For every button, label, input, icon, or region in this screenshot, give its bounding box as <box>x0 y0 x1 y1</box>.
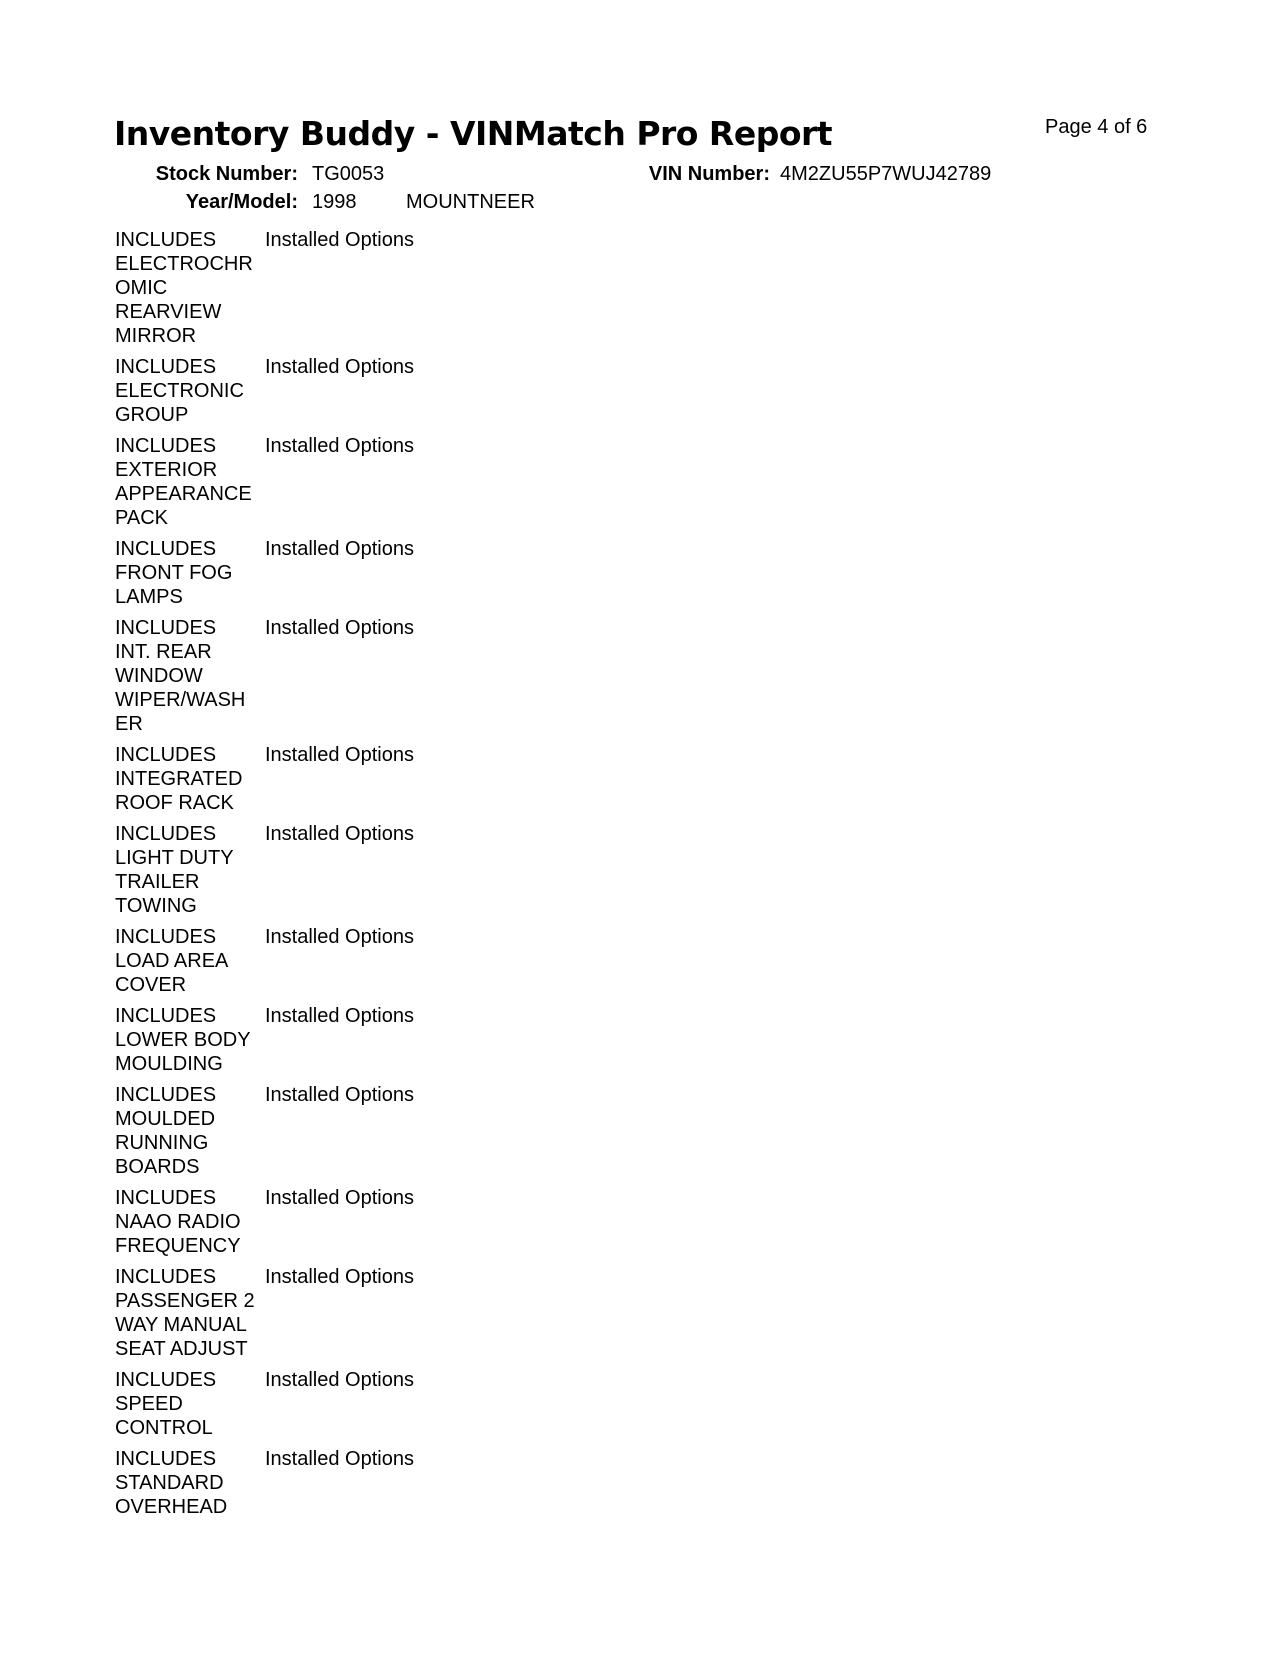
option-category: Installed Options <box>265 1448 414 1470</box>
option-row <box>115 228 615 348</box>
option-category: Installed Options <box>265 1005 414 1027</box>
option-name <box>115 1004 265 1076</box>
installed-options-list <box>115 228 615 1519</box>
option-row <box>115 616 615 736</box>
option-name-line: INCLUDES <box>115 435 217 457</box>
option-category: Installed Options <box>265 1084 414 1106</box>
option-category: Installed Options <box>265 1187 414 1209</box>
option-category: Installed Options <box>265 1266 414 1288</box>
option-name <box>115 925 265 997</box>
option-row <box>115 537 615 609</box>
model-value: MOUNTNEER <box>406 191 535 213</box>
option-spacer <box>115 1361 615 1368</box>
option-spacer <box>115 1440 615 1447</box>
option-name <box>115 822 265 918</box>
option-spacer <box>115 530 615 537</box>
option-name-line: INCLUDES <box>115 1005 217 1027</box>
option-name-line: INCLUDES <box>115 617 217 639</box>
option-name-line: WINDOW <box>115 665 203 687</box>
stock-number-value: TG0053 <box>312 163 385 185</box>
option-name-line: TOWING <box>115 895 197 917</box>
option-name-line: SPEED <box>115 1393 183 1415</box>
option-category: Installed Options <box>265 356 414 378</box>
option-name-line: OVERHEAD <box>115 1496 228 1518</box>
option-name-line: BOARDS <box>115 1156 200 1178</box>
option-spacer <box>115 1258 615 1265</box>
year-value: 1998 <box>312 191 357 213</box>
option-name-line: ELECTROCHR <box>115 253 253 275</box>
option-name-line: INCLUDES <box>115 538 217 560</box>
option-name <box>115 1368 265 1440</box>
option-name-line: MIRROR <box>115 325 197 347</box>
option-category: Installed Options <box>265 926 414 948</box>
option-name-line: LOAD AREA <box>115 950 229 972</box>
option-category: Installed Options <box>265 1369 414 1391</box>
option-name <box>115 743 265 815</box>
option-category: Installed Options <box>265 617 414 639</box>
option-name-line: INCLUDES <box>115 1187 217 1209</box>
option-name-line: MOULDED <box>115 1108 216 1130</box>
option-name-line: GROUP <box>115 404 189 426</box>
option-name-line: STANDARD <box>115 1472 224 1494</box>
option-name-line: INT. REAR <box>115 641 212 663</box>
option-row <box>115 1004 615 1076</box>
option-name-line: WAY MANUAL <box>115 1314 247 1336</box>
option-row <box>115 1186 615 1258</box>
option-name-line: LAMPS <box>115 586 183 608</box>
page-number: Page 4 of 6 <box>1045 116 1148 138</box>
option-name-line: COVER <box>115 974 187 996</box>
option-name-line: ROOF RACK <box>115 792 234 814</box>
option-row <box>115 1447 615 1519</box>
option-name-line: LOWER BODY <box>115 1029 251 1051</box>
option-name-line: INCLUDES <box>115 744 217 766</box>
option-row <box>115 925 615 997</box>
option-name <box>115 1447 265 1519</box>
option-category: Installed Options <box>265 744 414 766</box>
year-model-label: Year/Model: <box>185 191 298 213</box>
option-spacer <box>115 1076 615 1083</box>
option-spacer <box>115 609 615 616</box>
option-spacer <box>115 427 615 434</box>
option-spacer <box>115 348 615 355</box>
option-name <box>115 616 265 736</box>
option-name-line: RUNNING <box>115 1132 209 1154</box>
option-name <box>115 537 265 609</box>
option-row <box>115 355 615 427</box>
option-name <box>115 1186 265 1258</box>
option-name-line: ER <box>115 713 143 735</box>
option-name-line: PASSENGER 2 <box>115 1290 255 1312</box>
option-category: Installed Options <box>265 435 414 457</box>
option-row <box>115 1368 615 1440</box>
option-spacer <box>115 1179 615 1186</box>
option-spacer <box>115 997 615 1004</box>
vin-number-label: VIN Number: <box>648 163 770 185</box>
option-name <box>115 355 265 427</box>
option-name-line: INCLUDES <box>115 1084 217 1106</box>
option-name-line: INTEGRATED <box>115 768 243 790</box>
option-name-line: FRONT FOG <box>115 562 233 584</box>
option-row <box>115 1265 615 1361</box>
option-row <box>115 743 615 815</box>
option-name-line: INCLUDES <box>115 356 217 378</box>
option-name-line: PACK <box>115 507 168 529</box>
option-name-line: CONTROL <box>115 1417 213 1439</box>
option-name-line: INCLUDES <box>115 1369 217 1391</box>
option-name-line: OMIC <box>115 277 168 299</box>
option-category: Installed Options <box>265 229 414 251</box>
option-category: Installed Options <box>265 823 414 845</box>
option-name-line: INCLUDES <box>115 1448 217 1470</box>
option-name-line: MOULDING <box>115 1053 223 1075</box>
option-name-line: INCLUDES <box>115 1266 217 1288</box>
option-name <box>115 1083 265 1179</box>
stock-number-label: Stock Number: <box>155 163 298 185</box>
option-name-line: APPEARANCE <box>115 483 252 505</box>
option-name-line: ELECTRONIC <box>115 380 244 402</box>
option-name-line: INCLUDES <box>115 229 217 251</box>
option-name-line: INCLUDES <box>115 823 217 845</box>
report-title: Inventory Buddy - VINMatch Pro Report <box>114 114 833 153</box>
option-name <box>115 228 265 348</box>
option-name-line: INCLUDES <box>115 926 217 948</box>
option-row <box>115 1083 615 1179</box>
option-category: Installed Options <box>265 538 414 560</box>
option-name-line: REARVIEW <box>115 301 222 323</box>
option-row <box>115 822 615 918</box>
option-name-line: WIPER/WASH <box>115 689 246 711</box>
option-spacer <box>115 918 615 925</box>
option-spacer <box>115 736 615 743</box>
option-name-line: EXTERIOR <box>115 459 218 481</box>
option-name-line: NAAO RADIO <box>115 1211 241 1233</box>
option-row <box>115 434 615 530</box>
option-name <box>115 1265 265 1361</box>
option-name <box>115 434 265 530</box>
option-name-line: TRAILER <box>115 871 200 893</box>
option-name-line: FREQUENCY <box>115 1235 241 1257</box>
option-spacer <box>115 815 615 822</box>
vin-number-value: 4M2ZU55P7WUJ42789 <box>780 163 992 185</box>
option-name-line: SEAT ADJUST <box>115 1338 248 1360</box>
option-name-line: LIGHT DUTY <box>115 847 234 869</box>
